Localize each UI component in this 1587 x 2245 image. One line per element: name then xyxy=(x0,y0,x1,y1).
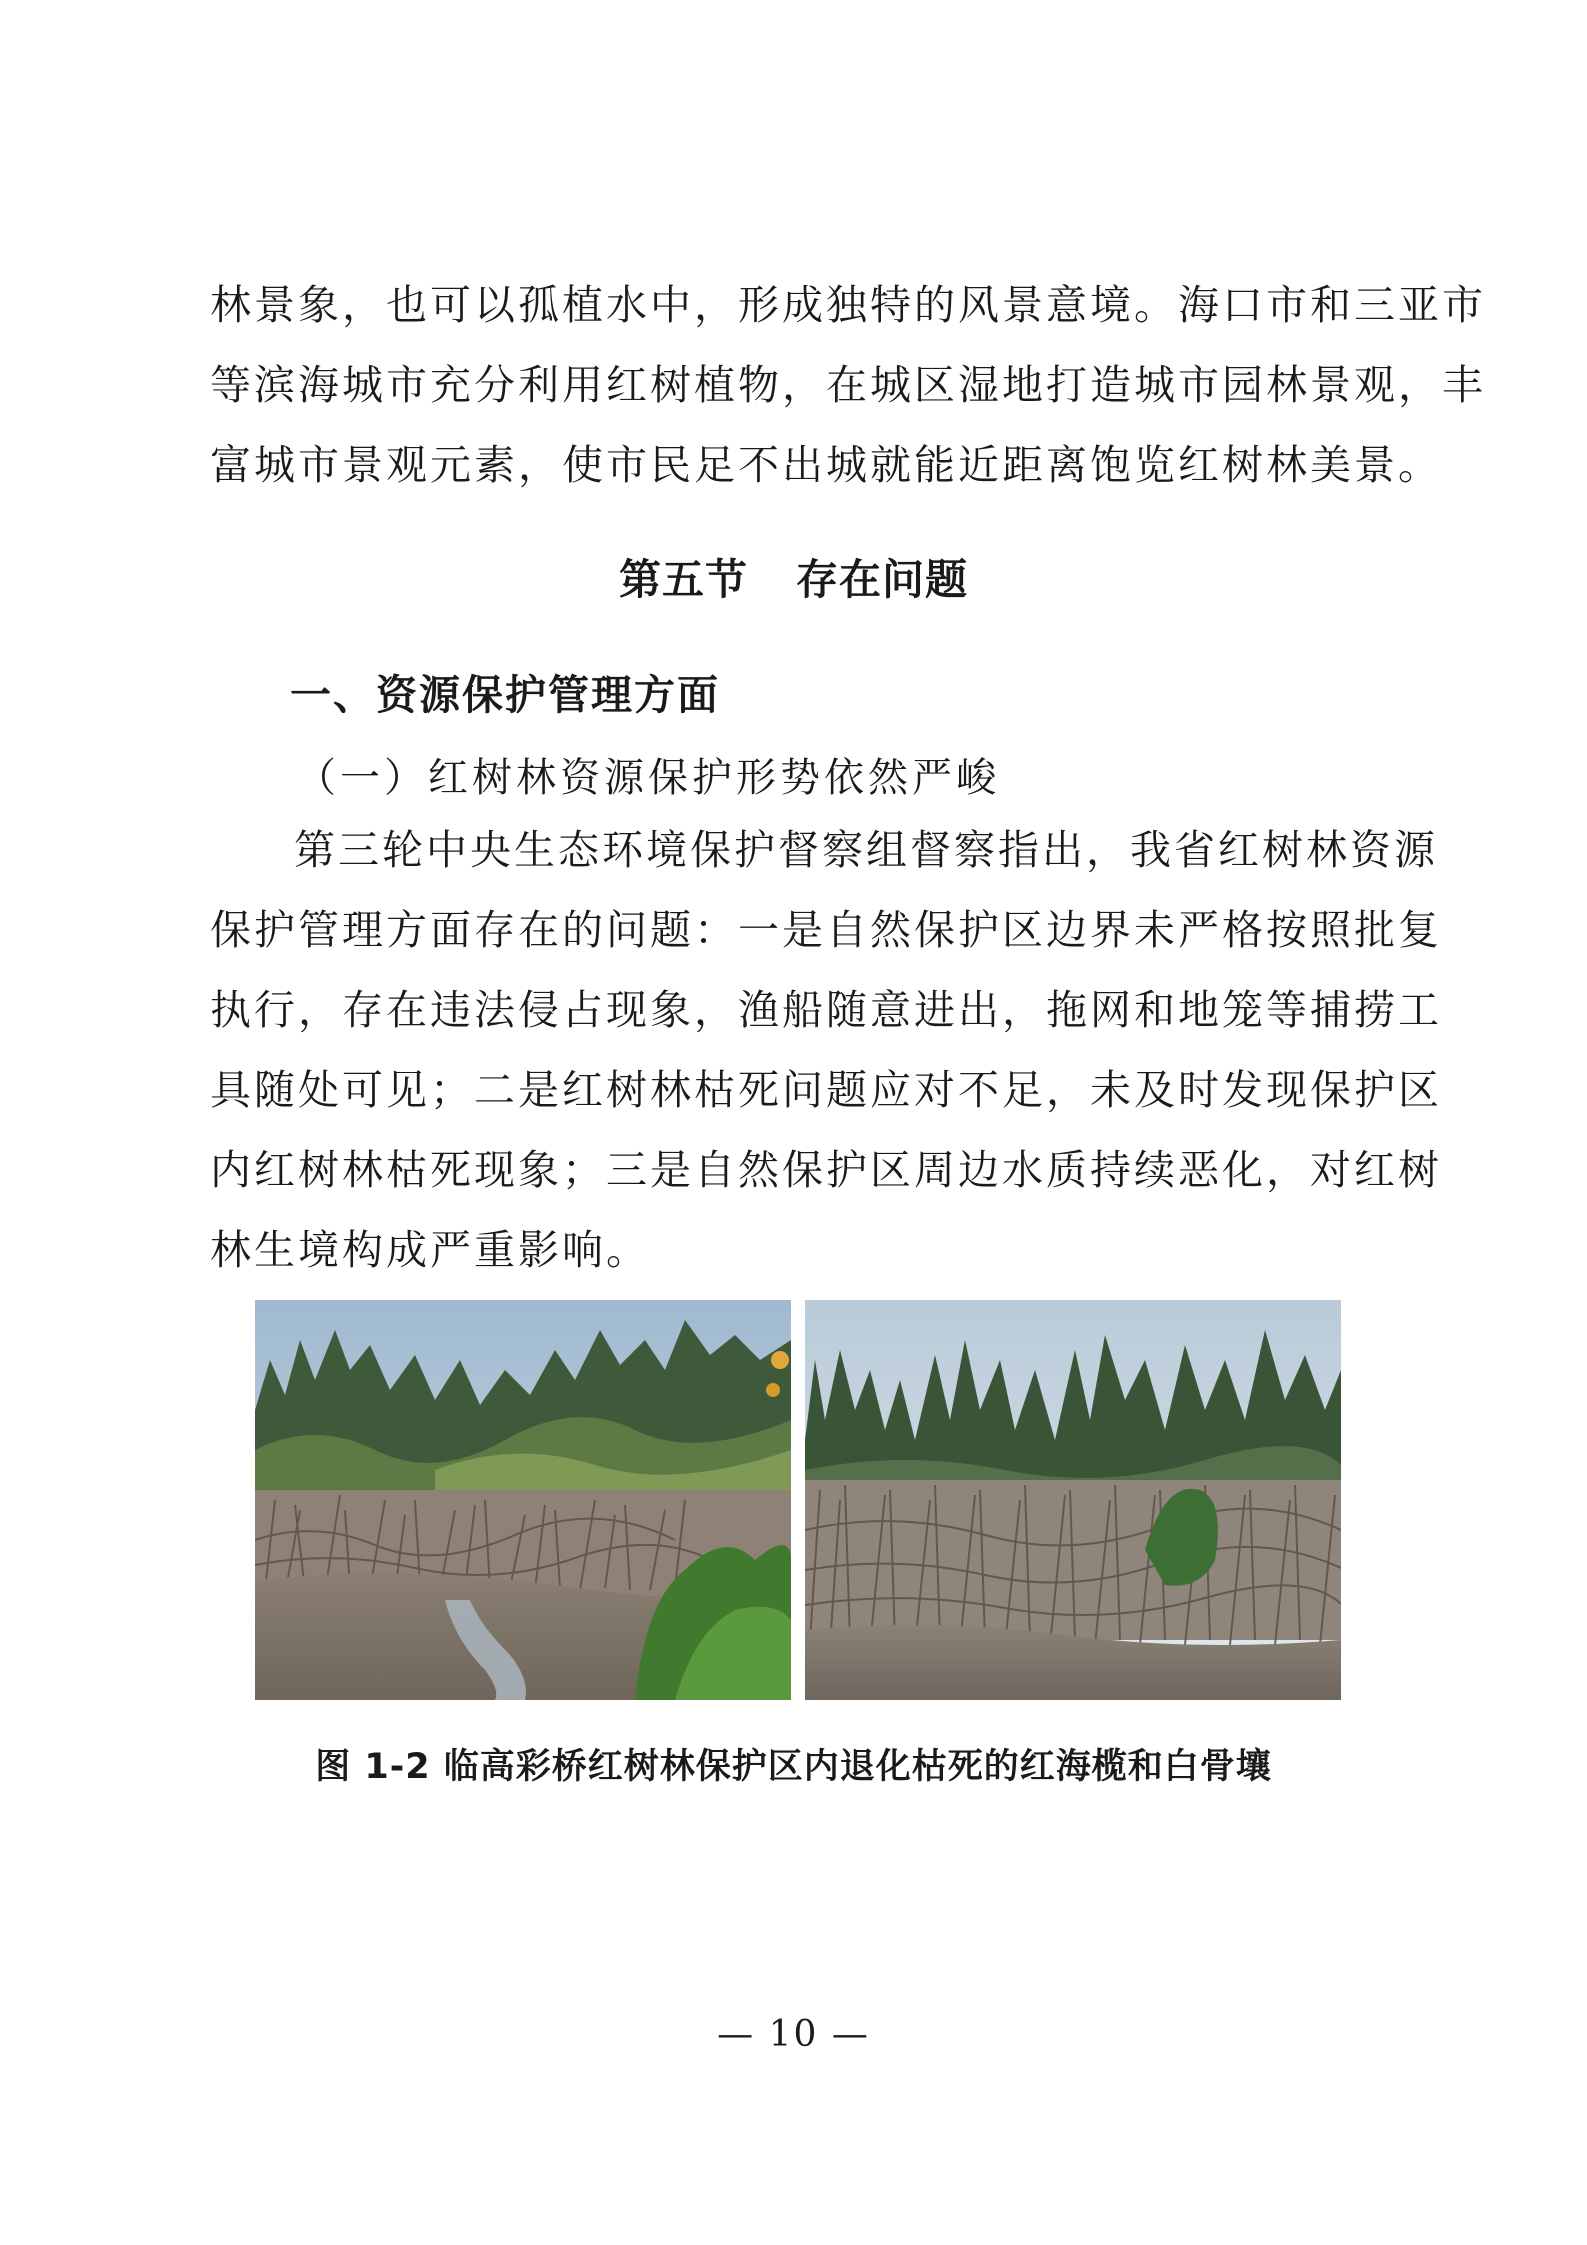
paragraph-line: 保护管理方面存在的问题：一是自然保护区边界未严格按照批复 xyxy=(210,906,1442,954)
paragraph-line: 执行，存在违法侵占现象，渔船随意进出，拖网和地笼等捕捞工 xyxy=(210,986,1442,1034)
paragraph-line: 内红树林枯死现象；三是自然保护区周边水质持续恶化，对红树 xyxy=(210,1146,1442,1194)
section-title-text: 存在问题 xyxy=(796,555,969,604)
page-number: — 10 — xyxy=(717,2014,870,2055)
figure-caption: 图 1-2 临高彩桥红树林保护区内退化枯死的红海榄和白骨壤 xyxy=(315,1747,1272,1787)
heading-level-2: （一）红树林资源保护形势依然严峻 xyxy=(296,755,1000,801)
mangrove-photo-right xyxy=(805,1300,1341,1700)
paragraph-line: 富城市景观元素，使市民足不出城就能近距离饱览红树林美景。 xyxy=(210,441,1442,489)
paragraph-line: 林生境构成严重影响。 xyxy=(210,1226,650,1274)
paragraph-landscape xyxy=(210,265,1486,505)
paragraph-line: 具随处可见；二是红树林枯死问题应对不足，未及时发现保护区 xyxy=(210,1066,1442,1114)
paragraph-line: 第三轮中央生态环境保护督察组督察指出，我省红树林资源 xyxy=(294,826,1438,874)
paragraph-line: 等滨海城市充分利用红树植物，在城区湿地打造城市园林景观，丰 xyxy=(210,361,1486,409)
section-title xyxy=(0,550,1587,610)
paragraph-issues xyxy=(210,810,1442,1290)
mangrove-photo-left xyxy=(255,1300,791,1700)
paragraph-line: 林景象，也可以孤植水中，形成独特的风景意境。海口市和三亚市 xyxy=(210,281,1486,329)
section-number: 第五节 xyxy=(618,555,748,604)
heading-level-1: 一、资源保护管理方面 xyxy=(290,671,720,719)
